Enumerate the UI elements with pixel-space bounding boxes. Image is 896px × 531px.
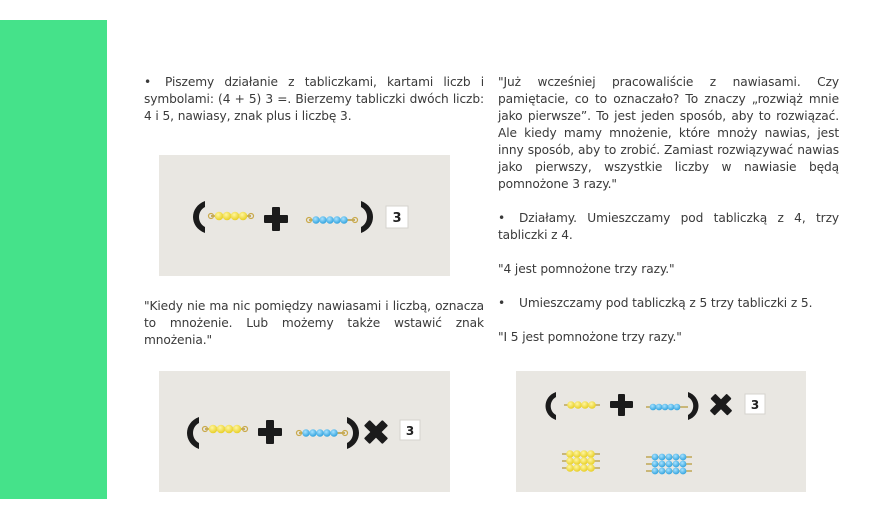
three-blue-bars (646, 454, 692, 475)
action-bullet-four: • Działamy. Umieszczamy pod tabliczką z 4, trzy tabliczki z 4. (498, 210, 839, 244)
left-column-intro (144, 74, 484, 125)
photo-brackets-plus-three (159, 155, 450, 276)
yellow-bead-bar-4 (215, 212, 248, 221)
number-card-3: 3 (405, 424, 415, 438)
intro-bullet: • Piszemy działanie z tabliczkami, kartami liczb i symbolami: (4 + 5) 3 =. Bierzemy tabliczki dwóch liczb: 4 i 5, nawiasy, znak plus i liczbę 3. (144, 75, 484, 123)
multiplication-sign-tile (358, 414, 395, 451)
quote-four-multiplied: "4 jest pomnożone trzy razy." (498, 262, 675, 276)
teacher-quote-parentheses: "Już wcześniej pracowaliście z nawiasami. Czy pamiętacie, co to oznaczało? To znaczy „rozwiąż mnie jako pierwsze”. To jest jeden sposób, aby to rozwiązać. Ale kiedy mamy mnożenie, które mnoży nawias, jest inny sposób, aby to zrobić. Zamiast rozwiązywać nawias jako pierwszy, wszystkie liczby w nawiasie będą pomnożone 3 razy." (498, 75, 839, 191)
number-card-3: 3 (750, 398, 760, 412)
photo-brackets-times-three (159, 371, 450, 492)
right-column-text (498, 74, 839, 363)
action-bullet-five: • Umieszczamy pod tabliczką z 5 trzy tabliczki z 5. (498, 295, 839, 312)
right-bracket-tile (361, 201, 373, 233)
left-bracket-tile (193, 201, 205, 233)
photo-distributed-bead-bars (516, 371, 806, 492)
number-card-3: 3 (392, 211, 402, 226)
quote-five-multiplied: "I 5 jest pomnożone trzy razy." (498, 330, 682, 344)
plus-sign-tile (264, 207, 288, 231)
three-yellow-bars (562, 450, 600, 472)
accent-sidebar-bar (0, 20, 107, 499)
left-column-quote: "Kiedy nie ma nic pomiędzy nawiasami i liczbą, oznacza to mnożenie. Lub możemy także wstawić znak mnożenia." (144, 299, 484, 347)
blue-bead-bar-5 (312, 216, 347, 223)
